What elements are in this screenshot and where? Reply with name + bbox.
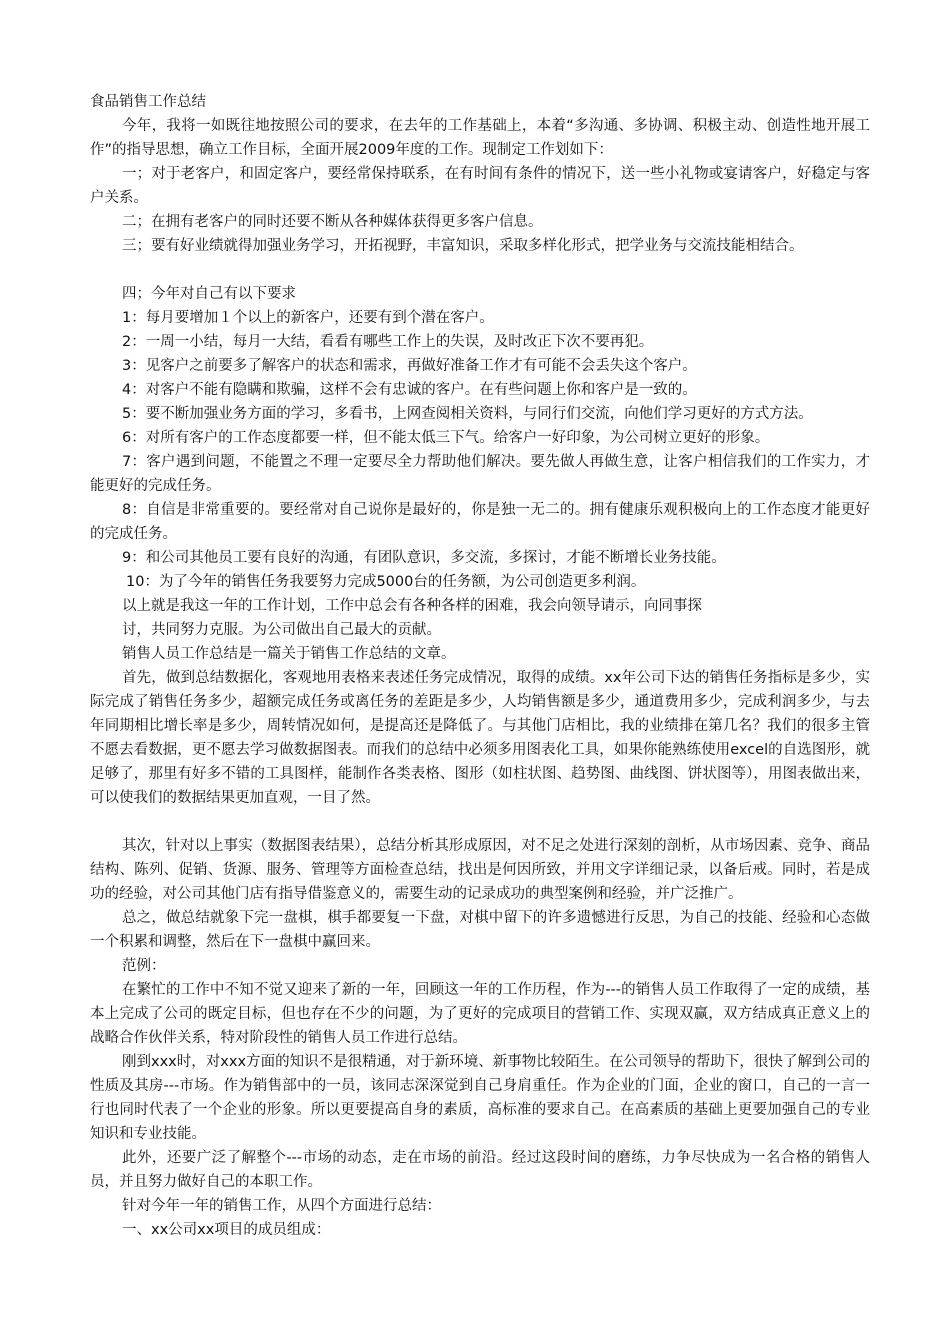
requirement-item: 7：客户遇到问题，不能置之不理一定要尽全力帮助他们解决。要先做人再做生意，让客户相信我们的工作实力，才能更好的完成任务。 bbox=[90, 454, 870, 494]
spacer bbox=[90, 258, 870, 282]
requirement-item: 2：一周一小结，每月一大结，看看有哪些工作上的失误，及时改正下次不要再犯。 bbox=[122, 334, 654, 350]
plan-item: 二；在拥有老客户的同时还要不断从各种媒体获得更多客户信息。 bbox=[122, 214, 543, 230]
example-paragraph: 此外，还要广泛了解整个---市场的动态，走在市场的前沿。经过这段时间的磨练，力争尽快成为一名合格的销售人员，并且努力做好自己的本职工作。 bbox=[90, 1150, 870, 1190]
requirement-item: 5：要不断加强业务方面的学习，多看书，上网查阅相关资料，与同行们交流，向他们学习更好的方式方法。 bbox=[122, 406, 813, 422]
requirement-item: 10：为了今年的销售任务我要努力完成5000台的任务额，为公司创造更多利润。 bbox=[126, 574, 646, 590]
requirements-heading: 四；今年对自己有以下要求 bbox=[122, 286, 296, 302]
plan-item: 一；对于老客户，和固定客户，要经常保持联系，在有时间有条件的情况下，送一些小礼物或宴请客户，好稳定与客户关系。 bbox=[90, 166, 870, 206]
spacer bbox=[90, 810, 870, 834]
paragraph-second: 其次，针对以上事实（数据图表结果），总结分析其形成原因，对不足之处进行深刻的剖析，从市场因素、竞争、商品结构、陈列、促销、货源、服务、管理等方面检查总结，找出是何因所致，并用文字详细记录，以备后戒。同时，若是成功的经验，对公司其他门店有指导借鉴意义的，需要生动的记录成功的典型案例和经验，并广泛推广。 bbox=[90, 838, 870, 902]
closing-line: 以上就是我这一年的工作计划，工作中总会有各种各样的困难，我会向领导请示，向同事探 bbox=[122, 598, 702, 614]
closing-line: 讨，共同努力克服。为公司做出自己最大的贡献。 bbox=[122, 622, 441, 638]
requirement-item: 8：自信是非常重要的。要经常对自己说你是最好的，你是独一无二的。拥有健康乐观积极向上的工作态度才能更好的完成任务。 bbox=[90, 502, 870, 542]
requirement-item: 1：每月要增加１个以上的新客户，还要有到个潜在客户。 bbox=[122, 310, 494, 326]
example-heading: 一、xx公司xx项目的成员组成： bbox=[122, 1222, 331, 1238]
example-paragraph: 在繁忙的工作中不知不觉又迎来了新的一年，回顾这一年的工作历程，作为---的销售人员工作取得了一定的成绩，基本上完成了公司的既定目标，但也存在不少的问题，为了更好的完成项目的营销工作、实现双赢，双方结成真正意义上的战略合作伙伴关系，特对阶段性的销售人员工作进行总结。 bbox=[90, 982, 870, 1046]
requirement-item: 6：对所有客户的工作态度都要一样，但不能太低三下气。给客户一好印象，为公司树立更好的形象。 bbox=[122, 430, 770, 446]
requirement-item: 4：对客户不能有隐瞒和欺骗，这样不会有忠诚的客户。在有些问题上你和客户是一致的。 bbox=[122, 382, 697, 398]
intro-paragraph: 今年，我将一如既往地按照公司的要求，在去年的工作基础上，本着“多沟通、多协调、积极主动、创造性地开展工作”的指导思想，确立工作目标，全面开展2009年度的工作。现制定工作划如下： bbox=[90, 118, 870, 158]
requirement-item: 3：见客户之前要多了解客户的状态和需求，再做好准备工作才有可能不会丢失这个客户。 bbox=[122, 358, 697, 374]
example-paragraph: 针对今年一年的销售工作，从四个方面进行总结： bbox=[122, 1198, 441, 1214]
example-label: 范例： bbox=[122, 958, 166, 974]
example-paragraph: 刚到xxx时，对xxx方面的知识不是很精通，对于新环境、新事物比较陌生。在公司领导的帮助下，很快了解到公司的性质及其房---市场。作为销售部中的一员，该同志深深觉到自己身肩重任。作为企业的门面，企业的窗口，自己的一言一行也同时代表了一个企业的形象。所以更要提高自身的素质，高标准的要求自己。在高素质的基础上更要加强自己的专业知识和专业技能。 bbox=[90, 1054, 870, 1142]
plan-item: 三；要有好业绩就得加强业务学习，开拓视野，丰富知识，采取多样化形式，把学业务与交流技能相结合。 bbox=[122, 238, 804, 254]
document-page bbox=[90, 90, 870, 1242]
paragraph-first: 首先，做到总结数据化，客观地用表格来表述任务完成情况，取得的成绩。xx年公司下达的销售任务指标是多少，实际完成了销售任务多少，超额完成任务或离任务的差距是多少，人均销售额是多少，通道费用多少，完成利润多少，与去年同期相比增长率是多少，周转情况如何，是提高还是降低了。与其他门店相比，我的业绩排在第几名？我们的很多主管不愿去看数据，更不愿去学习做数据图表。而我们的总结中必须多用图表化工具，如果你能熟练使用excel的自选图形，就足够了，那里有好多不错的工具图样，能制作各类表格、图形（如柱状图、趋势图、曲线图、饼状图等），用图表做出来，可以使我们的数据结果更加直观，一目了然。 bbox=[90, 670, 870, 806]
paragraph-third: 总之，做总结就象下完一盘棋，棋手都要复一下盘，对棋中留下的许多遗憾进行反思，为自己的技能、经验和心态做一个积累和调整，然后在下一盘棋中赢回来。 bbox=[90, 910, 870, 950]
requirement-item: 9：和公司其他员工要有良好的沟通，有团队意识，多交流，多探讨，才能不断增长业务技能。 bbox=[122, 550, 726, 566]
document-title: 食品销售工作总结 bbox=[90, 94, 206, 110]
article-note: 销售人员工作总结是一篇关于销售工作总结的文章。 bbox=[122, 646, 456, 662]
